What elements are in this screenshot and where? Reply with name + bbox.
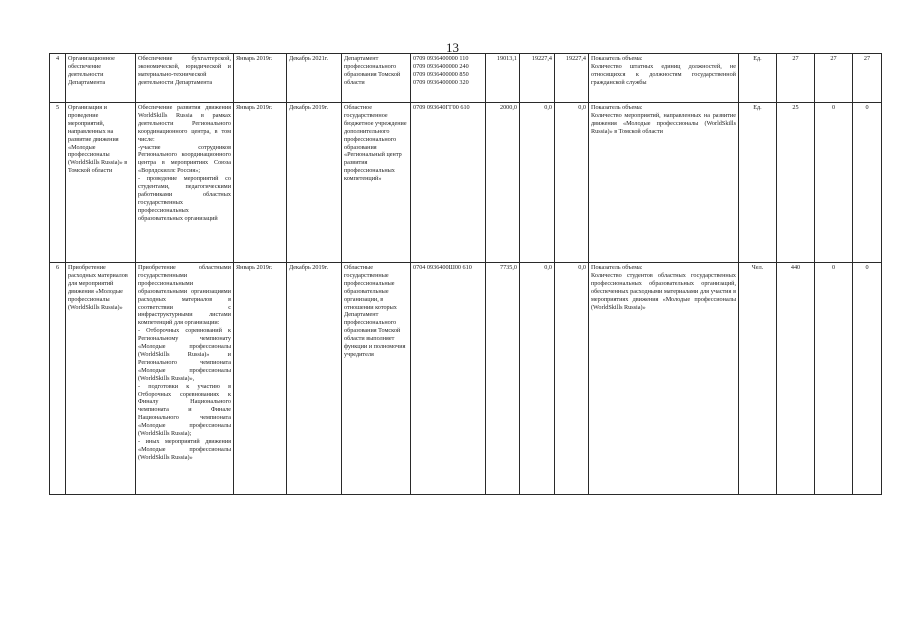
amount-year-1: 2000,0	[486, 103, 520, 263]
unit: Ед.	[739, 54, 777, 103]
end-date: Декабрь 2021г.	[287, 54, 342, 103]
value-year-3: 0	[853, 263, 882, 495]
value-year-1: 25	[777, 103, 815, 263]
page-number: 13	[446, 40, 459, 55]
value-year-1: 27	[777, 54, 815, 103]
amount-year-3: 19227,4	[555, 54, 589, 103]
budget-code: 0709 093640ГГ00 610	[411, 103, 486, 263]
executor: Областное государственное бюджетное учреждение дополнительного профессионального образования «Региональный центр развития профессиональных компетенций»	[342, 103, 411, 263]
row-number: 6	[50, 263, 66, 495]
unit: Ед.	[739, 103, 777, 263]
event-name: Организация и проведение мероприятий, направленных на развитие движения «Молодые профессионалы (WorldSkills Russia)» в Томской области	[66, 103, 136, 263]
amount-year-2: 19227,4	[520, 54, 555, 103]
unit: Чел.	[739, 263, 777, 495]
amount-year-1: 19013,1	[486, 54, 520, 103]
event-content: Приобретение областными государственными профессиональными образовательными организациями расходных материалов в соответствии с инфраструктурными листами компетенций для организации: - Отборочных соревнований к Региональному чемпионату «Молодые профессионалы (WorldSkills Russia)» и Регионального чемпионата «Молодые профессионалы (WorldSkills Russia)», - подготовки к участию в Отборочных соревнованиях к Финалу Национального чемпионата и Финале Национального чемпионата «Молодые профессионалы (WorldSkills Russia); - иных мероприятий движения «Молодые профессионалы (WorldSkills Russia)»	[136, 263, 234, 495]
row-number: 5	[50, 103, 66, 263]
budget-code: 0709 0936400000 110 0709 0936400000 240 0709 0936400000 850 0709 0936400000 320	[411, 54, 486, 103]
value-year-2: 0	[815, 103, 853, 263]
table-row	[50, 54, 882, 103]
event-content: Обеспечение развития движения WorldSkills Russia в рамках деятельности Регионального координационного центра, в том числе: -участие сотрудников Регионального координационного центра в мероприятиях Союза «Ворлдскиллс Россия»; - проведение мероприятий со студентами, педагогическими работниками областных государственных профессиональных образовательных организаций	[136, 103, 234, 263]
start-date: Январь 2019г.	[234, 54, 287, 103]
event-content: Обеспечение бухгалтерской, экономической, юридической и материально-технической деятельности Департамента	[136, 54, 234, 103]
end-date: Декабрь 2019г.	[287, 103, 342, 263]
indicator: Показатель объема: Количество мероприятий, направленных на развитие движения «Молодые профессионалы (WorldSkills Russia)» в Томской области	[589, 103, 739, 263]
end-date: Декабрь 2019г.	[287, 263, 342, 495]
value-year-2: 0	[815, 263, 853, 495]
executor: Департамент профессионального образования Томской области	[342, 54, 411, 103]
event-name: Приобретение расходных материалов для мероприятий движения «Молодые профессионалы (WorldSkills Russia)»	[66, 263, 136, 495]
event-name: Организационное обеспечение деятельности Департамента	[66, 54, 136, 103]
indicator: Показатель объема: Количество штатных единиц должностей, не относящихся к должностям государственной гражданской службы	[589, 54, 739, 103]
value-year-2: 27	[815, 54, 853, 103]
amount-year-2: 0,0	[520, 103, 555, 263]
start-date: Январь 2019г.	[234, 103, 287, 263]
amount-year-1: 7735,0	[486, 263, 520, 495]
value-year-3: 27	[853, 54, 882, 103]
value-year-1: 440	[777, 263, 815, 495]
amount-year-2: 0,0	[520, 263, 555, 495]
executor: Областные государственные профессиональные образовательные организации, в отношении которых Департамент профессионального образования Томской области выполняет функции и полномочия учредителя	[342, 263, 411, 495]
value-year-3: 0	[853, 103, 882, 263]
table-row	[50, 263, 882, 495]
program-table	[49, 53, 882, 495]
amount-year-3: 0,0	[555, 103, 589, 263]
row-number: 4	[50, 54, 66, 103]
amount-year-3: 0,0	[555, 263, 589, 495]
start-date: Январь 2019г.	[234, 263, 287, 495]
table-row	[50, 103, 882, 263]
budget-code: 0704 0936400Ш00 610	[411, 263, 486, 495]
indicator: Показатель объема: Количество студентов областных государственных профессиональных образовательных организаций, обеспеченных расходными материалами для участия в мероприятиях движения «Молодые профессионалы (WorldSkills Russia)»	[589, 263, 739, 495]
